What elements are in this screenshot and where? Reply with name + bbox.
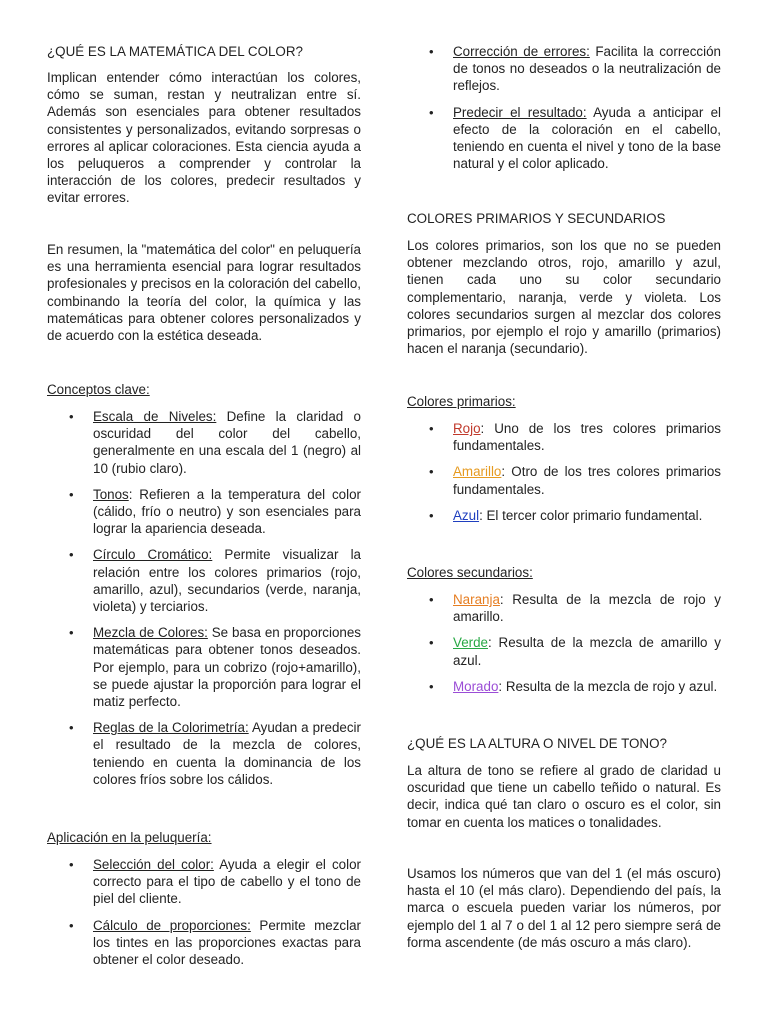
list-item: • Naranja: Resulta de la mezcla de rojo y amarillo. xyxy=(429,592,721,625)
tone-height-paragraph-1: La altura de tono se refiere al grado de claridad u oscuridad que tiene un cabello teñido o natural. Es decir, indica qué tan claro o oscuro es el color, sin tomar en cuenta los matices o tonalidades. xyxy=(407,763,721,830)
list-item: • Amarillo: Otro de los tres colores primarios fundamentales. xyxy=(429,464,721,497)
intro-paragraph: Implican entender cómo interactúan los colores, cómo se suman, restan y neutralizan entre sí. Además son esenciales para obtener resultados consistentes y personalizados, evitando sorpresas o errores al aplicar coloraciones. Esta ciencia ayuda a los peluqueros a comprender y controlar la interacción de los colores, predecir resultados y evitar errores. xyxy=(47,70,361,206)
section-title-color-math: ¿QUÉ ES LA MATEMÁTICA DEL COLOR? xyxy=(47,44,303,59)
bullet-icon: • xyxy=(429,104,434,120)
application-list xyxy=(47,856,361,968)
color-term-rojo: Rojo xyxy=(453,421,481,436)
secondary-colors-list xyxy=(407,591,721,695)
list-item: • Círculo Cromático: Permite visualizar la relación entre los colores primarios (rojo, amarillo, azul), secundarios (verde, naranja, violeta) y terciarios. xyxy=(69,547,362,615)
color-term-azul: Azul xyxy=(453,507,480,523)
list-item: • Escala de Niveles: Define la claridad o oscuridad del color del cabello, generalmente en una escala del 1 (negro) al 10 (rubio claro). xyxy=(69,409,362,476)
list-item: • Azul: El tercer color primario fundamental. xyxy=(429,507,703,523)
bullet-icon: • xyxy=(429,44,434,59)
bullet-icon: • xyxy=(69,917,74,933)
color-term-verde: Verde xyxy=(453,635,488,651)
secondary-colors-heading: Colores secundarios: xyxy=(407,565,533,580)
tone-height-title: ¿QUÉ ES LA ALTURA O NIVEL DE TONO? xyxy=(407,736,667,751)
list-item: • Corrección de errores: Facilita la corrección de tonos no deseados o la neutralización de reflejos. xyxy=(429,44,721,94)
bullet-icon: • xyxy=(69,547,74,563)
list-item: • Selección del color: Ayuda a elegir el color correcto para el tipo de cabello y el tono de piel del cliente. xyxy=(69,857,361,907)
color-term-amarillo: Amarillo xyxy=(453,464,502,480)
list-item: • Reglas de la Colorimetría: Ayudan a predecir el resultado de la mezcla de colores, teniendo en cuenta la dominancia de los colores fríos sobre los cálidos. xyxy=(69,720,361,787)
color-term-morado: Morado xyxy=(453,678,499,694)
tone-height-paragraph-2: Usamos los números que van del 1 (el más oscuro) hasta el 10 (el más claro). Dependiendo del país, la marca o escuela pueden variar los números, por ejemplo del 1 al 7 o del 1 al 12 pero siempre será de forma ascendente (de más oscuro a más claro). xyxy=(407,866,721,950)
bullet-icon: • xyxy=(69,857,74,872)
list-item: • Morado: Resulta de la mezcla de rojo y azul. xyxy=(429,678,718,694)
bullet-icon: • xyxy=(429,421,434,436)
bullet-icon: • xyxy=(429,507,434,523)
bullet-icon: • xyxy=(69,625,74,641)
application-heading: Aplicación en la peluquería: xyxy=(47,830,212,845)
colors-section-title: COLORES PRIMARIOS Y SECUNDARIOS xyxy=(407,211,666,226)
bullet-icon: • xyxy=(69,486,74,502)
summary-paragraph: En resumen, la "matemática del color" en peluquería es una herramienta esencial para lograr resultados profesionales y precisos en la coloración del cabello, combinando la teoría del color, la química y las matemáticas para obtener colores personalizados y de acuerdo con la estética deseada. xyxy=(47,242,361,344)
color-term-naranja: Naranja xyxy=(453,592,500,607)
bullet-icon: • xyxy=(429,464,434,480)
primary-colors-heading: Colores primarios: xyxy=(407,394,516,409)
application-list-continued xyxy=(407,43,721,172)
list-item: • Mezcla de Colores: Se basa en proporciones matemáticas para obtener tonos deseados. Por ejemplo, para un cobrizo (rojo+amarillo), se puede ajustar la proporción para lograr el matiz perfecto. xyxy=(69,625,361,710)
primary-colors-list xyxy=(407,420,721,524)
concepts-heading: Conceptos clave: xyxy=(47,382,150,397)
bullet-icon: • xyxy=(429,592,434,607)
bullet-icon: • xyxy=(429,678,434,694)
list-item: • Cálculo de proporciones: Permite mezclar los tintes en las proporciones exactas para obtener el color deseado. xyxy=(69,917,361,968)
bullet-icon: • xyxy=(69,409,74,424)
bullet-icon: • xyxy=(429,635,434,651)
colors-paragraph: Los colores primarios, son los que no se pueden obtener mezclando otros, rojo, amarillo y azul, tienen cada uno su color secundario complementario, naranja, verde y violeta. Los colores secundarios surgen al mezclar dos colores primarios, por ejemplo el rojo y amarillo (primarios) hacen el naranja (secundario). xyxy=(407,238,721,357)
list-item: • Predecir el resultado: Ayuda a anticipar el efecto de la coloración en el cabello, teniendo en cuenta el nivel y tono de la base natural y el color aplicado. xyxy=(429,104,722,172)
list-item: • Rojo: Uno de los tres colores primarios fundamentales. xyxy=(429,421,721,454)
list-item: • Tonos: Refieren a la temperatura del color (cálido, frío o neutro) y son esenciales para lograr la apariencia deseada. xyxy=(69,486,361,537)
concepts-list xyxy=(47,408,361,788)
bullet-icon: • xyxy=(69,720,74,736)
list-item: • Verde: Resulta de la mezcla de amarillo y azul. xyxy=(429,635,721,668)
